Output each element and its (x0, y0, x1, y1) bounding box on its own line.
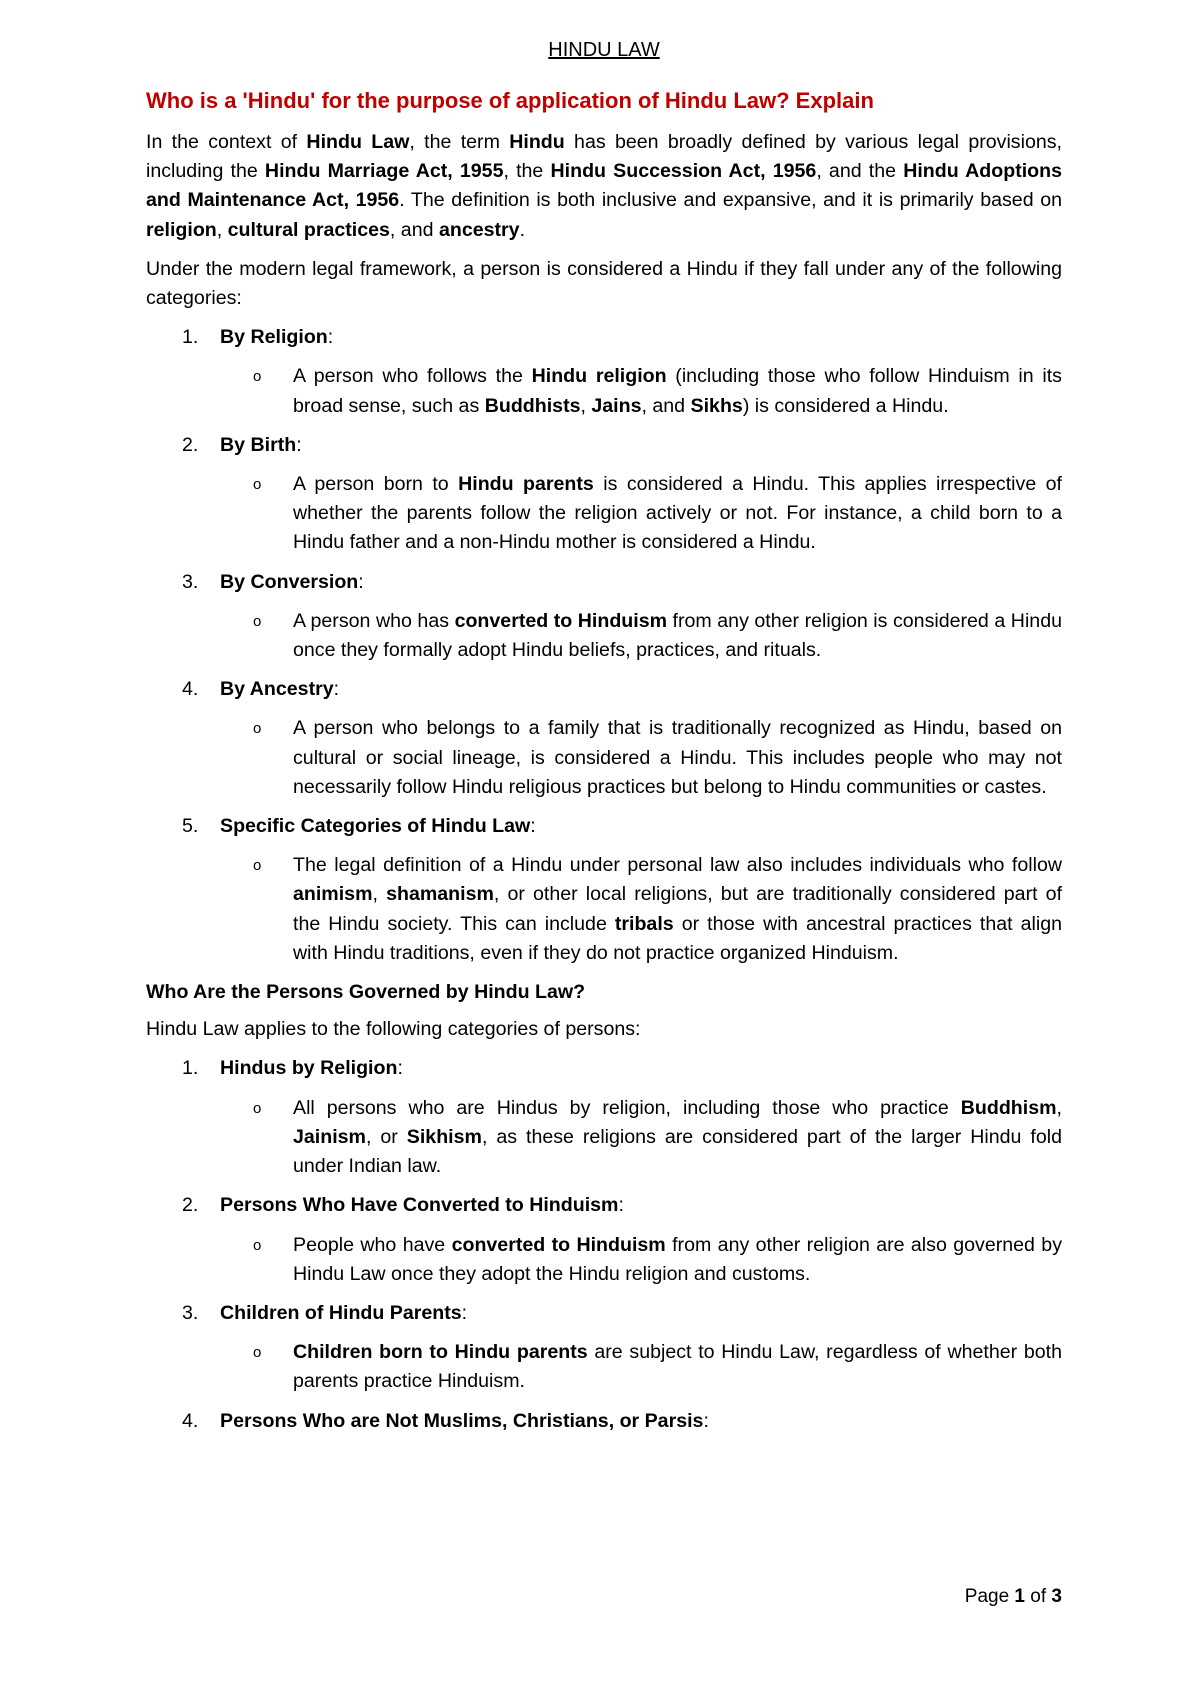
bold-text: Buddhism (960, 1096, 1057, 1119)
hollow-bullet-icon: o (253, 1236, 262, 1254)
list-number: 3. (182, 570, 199, 593)
text-run: , and (641, 394, 691, 417)
text-run: , (1056, 1096, 1062, 1119)
text-run: , (580, 394, 592, 417)
text-run: In the context of (146, 131, 307, 153)
text-run: from any other religion are also governed by Hindu Law once they adopt the Hindu religion and customs. (293, 1233, 1062, 1285)
category-colon: : (618, 1194, 624, 1217)
hollow-bullet-icon: o (253, 368, 262, 386)
intro-paragraph (146, 255, 1062, 313)
category-description (146, 1338, 1062, 1396)
category-description (146, 607, 1062, 665)
category-colon: : (327, 326, 334, 349)
bold-text: shamanism (386, 883, 494, 906)
text-run: A person who follows the (293, 365, 532, 388)
text-run: , the term (409, 131, 510, 153)
category-colon: : (296, 433, 302, 456)
category-colon: : (530, 815, 536, 838)
list-number: 4. (182, 1409, 199, 1432)
hollow-bullet-icon: o (253, 1344, 262, 1362)
text-run: from any other religion is considered a Hindu once they formally adopt Hindu beliefs, practices, and rituals. (293, 609, 1062, 662)
category-colon: : (333, 678, 340, 701)
category-name: Specific Categories of Hindu Law (220, 815, 531, 838)
category-colon: : (703, 1409, 709, 1432)
bold-text: tribals (614, 912, 674, 935)
bold-text: converted to Hinduism (451, 1233, 666, 1256)
category-description (146, 1231, 1062, 1289)
category-name: Children of Hindu Parents (220, 1301, 462, 1324)
category-name: By Birth (220, 433, 297, 456)
text-run: A person who has (293, 609, 455, 632)
bold-text: Hindu parents (458, 473, 594, 496)
category-item (146, 431, 1062, 558)
intro-paragraphs (146, 128, 1062, 313)
footer-total-pages: 3 (1051, 1586, 1062, 1607)
intro-paragraph (146, 128, 1062, 245)
bold-text: religion (146, 218, 217, 241)
bold-text: Hindu Adoptions and Maintenance Act, 1956 (146, 160, 1063, 212)
category-description (146, 1094, 1062, 1182)
list-number: 3. (182, 1301, 199, 1324)
text-run: A person born to (293, 473, 459, 496)
text-run: , or other local religions, but are traditionally considered part of the Hindu society. This can include (293, 883, 1063, 935)
text-run: has been broadly defined by various legal provisions, including the (146, 131, 1062, 183)
category-name: By Religion (220, 326, 328, 349)
text-run: People who have (293, 1233, 452, 1256)
category-colon: : (358, 570, 364, 593)
category-heading (146, 675, 1062, 704)
text-run: , as these religions are considered part of the larger Hindu fold under Indian law. (293, 1125, 1062, 1178)
category-description (146, 362, 1062, 420)
text-run: , the (503, 160, 551, 183)
category-heading (146, 1299, 1062, 1328)
category-heading (146, 1191, 1062, 1220)
document-title: HINDU LAW (548, 39, 660, 61)
hindu-categories-list (146, 323, 1062, 968)
category-name: By Conversion (220, 570, 359, 593)
category-item (146, 568, 1062, 666)
footer-page-word: Page (964, 1586, 1010, 1607)
category-item (146, 1407, 1062, 1436)
question-heading: Who is a 'Hindu' for the purpose of application of Hindu Law? Explain (146, 88, 874, 113)
bold-text: Jains (591, 394, 642, 417)
bold-text: Sikhs (690, 394, 743, 417)
bold-text: Hindu religion (531, 365, 667, 388)
text-run: ) is considered a Hindu. (742, 394, 949, 417)
bold-text: Jainism (293, 1125, 366, 1148)
page-footer (965, 1584, 1062, 1610)
footer-of-word: of (1030, 1586, 1047, 1607)
bold-text: Hindu (509, 131, 565, 153)
category-item (146, 1054, 1062, 1181)
bold-text: Hindu Succession Act, 1956 (550, 160, 817, 183)
text-run: A person who belongs to a family that is traditionally recognized as Hindu, based on cultural or social lineage, is considered a Hindu. This includes people who may not necessarily follow Hindu religious practices but belong to Hindu communities or castes. (293, 717, 1062, 798)
category-description (146, 470, 1062, 558)
text-run: . The definition is both inclusive and expansive, and it is primarily based on (399, 189, 1062, 212)
text-run: , and the (816, 160, 904, 183)
persons-governed-intro: Hindu Law applies to the following categories of persons: (146, 1018, 641, 1041)
category-item (146, 1299, 1062, 1397)
footer-current-page: 1 (1014, 1586, 1025, 1607)
text-run: (including those who follow Hinduism in its broad sense, such as (293, 365, 1062, 417)
category-heading (146, 323, 1062, 352)
category-item (146, 812, 1062, 968)
text-run: . (519, 218, 526, 241)
text-run: Under the modern legal framework, a person is considered a Hindu if they fall under any of the following categories: (146, 257, 1062, 310)
category-heading (146, 1407, 1062, 1436)
hollow-bullet-icon: o (253, 476, 262, 494)
text-run: All persons who are Hindus by religion, including those who practice (293, 1096, 961, 1119)
text-run: , (372, 883, 387, 906)
hollow-bullet-icon: o (253, 1099, 262, 1117)
bold-text: Children born to Hindu parents (293, 1341, 588, 1364)
bold-text: ancestry (438, 218, 520, 241)
list-number: 4. (182, 678, 199, 701)
category-colon: : (461, 1301, 468, 1324)
list-number: 5. (182, 815, 199, 838)
bold-text: animism (293, 883, 373, 906)
bold-text: Hindu Law (306, 131, 410, 153)
list-number: 1. (182, 1057, 199, 1080)
category-colon: : (397, 1057, 403, 1080)
category-heading (146, 812, 1062, 841)
text-run: are subject to Hindu Law, regardless of whether both parents practice Hinduism. (293, 1341, 1062, 1393)
bold-text: Hindu Marriage Act, 1955 (264, 160, 504, 183)
text-run: is considered a Hindu. This applies irrespective of whether the parents follow the religion actively or not. For instance, a child born to a Hindu father and a non-Hindu mother is considered a Hindu. (293, 473, 1062, 554)
text-run: , (216, 218, 228, 241)
persons-governed-list (146, 1054, 1062, 1435)
category-heading (146, 568, 1062, 597)
category-item (146, 675, 1062, 802)
category-heading (146, 431, 1062, 460)
text-run: , or (365, 1125, 407, 1148)
category-description (146, 714, 1062, 802)
category-name: Hindus by Religion (220, 1057, 398, 1080)
category-name: Persons Who are Not Muslims, Christians, or Parsis (220, 1409, 704, 1432)
hollow-bullet-icon: o (253, 857, 262, 875)
text-run: The legal definition of a Hindu under personal law also includes individuals who follow (293, 854, 1062, 877)
category-item (146, 323, 1062, 421)
persons-governed-heading: Who Are the Persons Governed by Hindu Law? (146, 981, 586, 1004)
bold-text: cultural practices (227, 218, 390, 241)
list-number: 1. (182, 326, 199, 349)
category-name: By Ancestry (220, 678, 334, 701)
bold-text: Buddhists (484, 394, 581, 417)
text-run: , and (389, 218, 439, 241)
bold-text: converted to Hinduism (454, 609, 668, 632)
list-number: 2. (182, 1194, 199, 1217)
hollow-bullet-icon: o (253, 612, 262, 630)
hollow-bullet-icon: o (253, 720, 262, 738)
category-name: Persons Who Have Converted to Hinduism (220, 1194, 619, 1217)
bold-text: Sikhism (406, 1125, 482, 1148)
list-number: 2. (182, 433, 199, 456)
text-run: or those with ancestral practices that align with Hindu traditions, even if they do not practice organized Hinduism. (293, 912, 1062, 964)
category-item (146, 1191, 1062, 1289)
category-heading (146, 1054, 1062, 1083)
category-description (146, 851, 1062, 968)
